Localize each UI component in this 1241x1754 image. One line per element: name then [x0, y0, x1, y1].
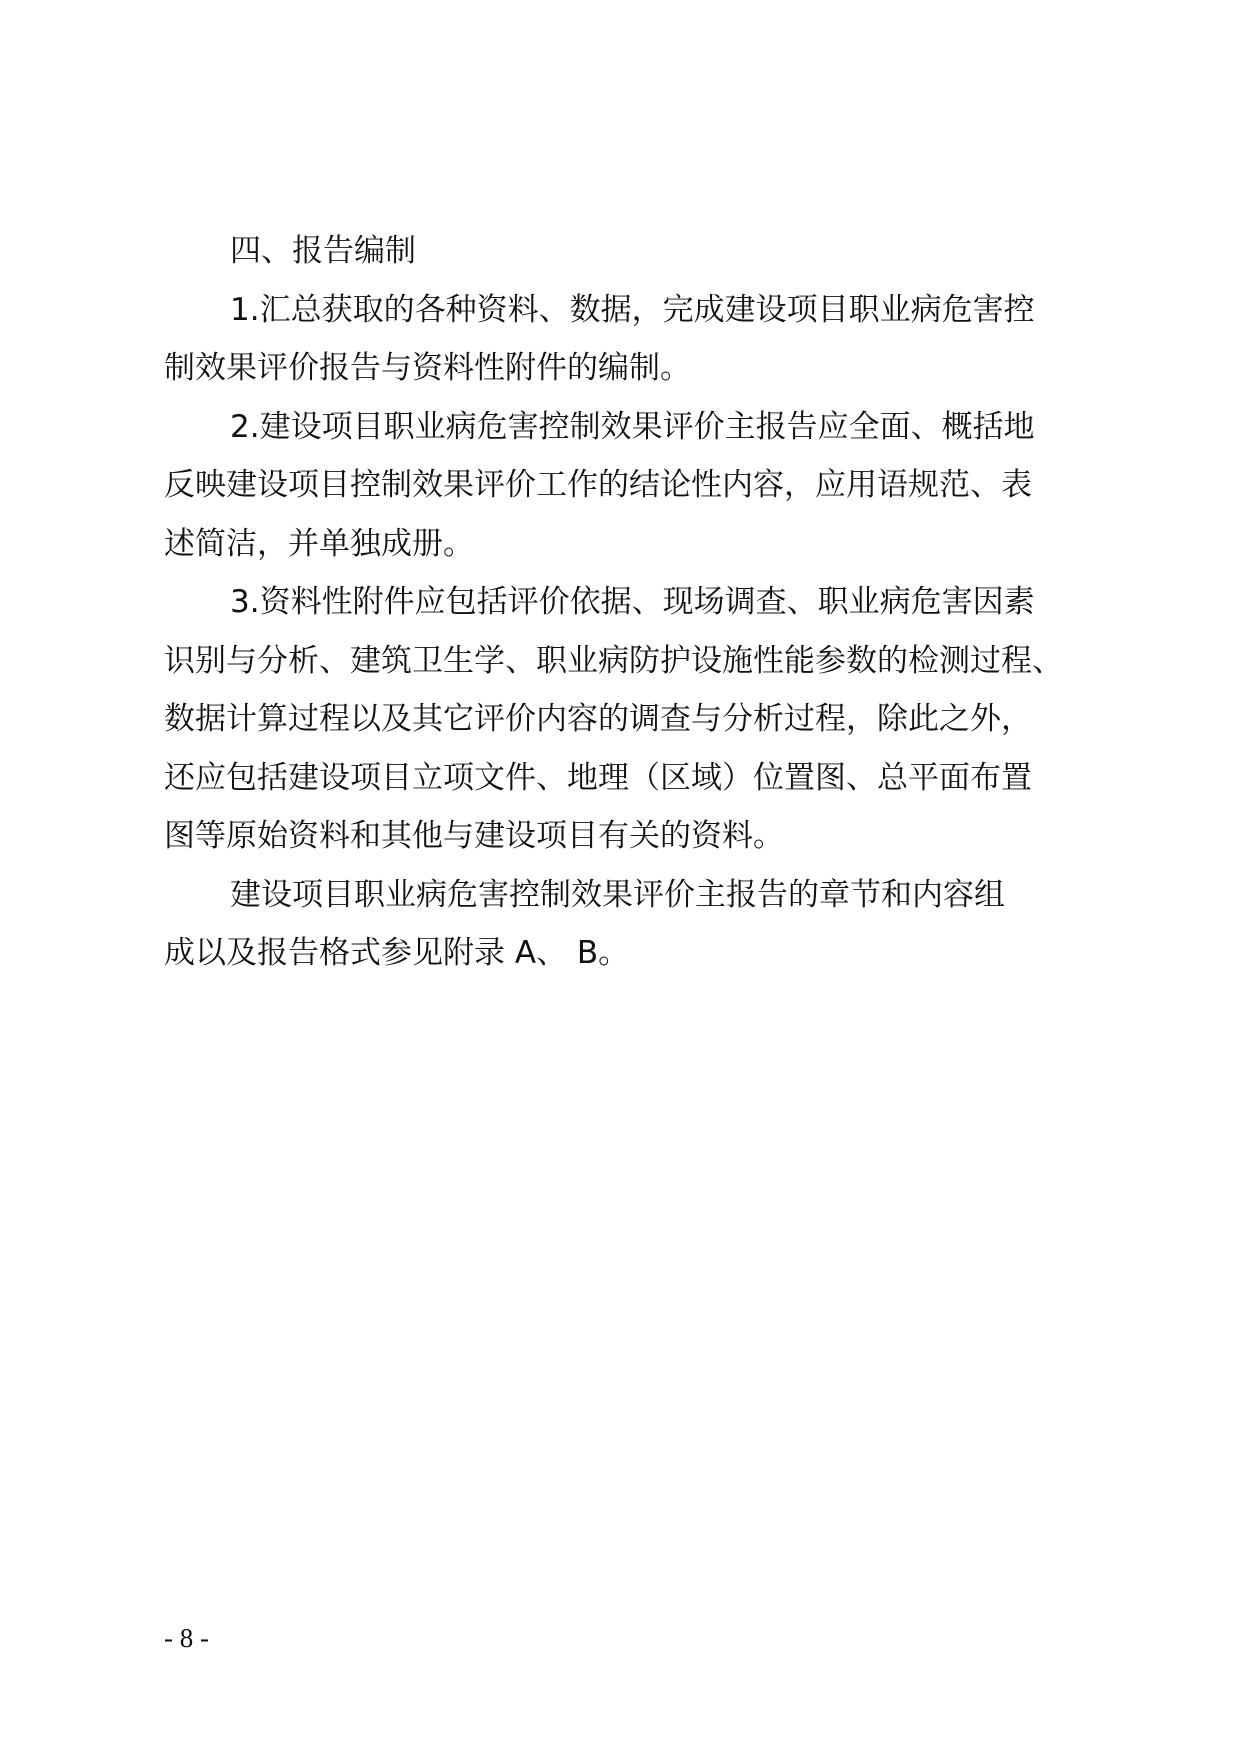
page-number: - 8 -: [164, 1623, 209, 1653]
paragraph-line: 2.建设项目职业病危害控制效果评价主报告应全面、概括地: [230, 408, 1035, 445]
paragraph-line: 识别与分析、建筑卫生学、职业病防护设施性能参数的检测过程、: [164, 642, 1063, 679]
paragraph-line: 还应包括建设项目立项文件、地理（区域）位置图、总平面布置: [164, 759, 1032, 796]
paragraph-line: 成以及报告格式参见附录 A、 B。: [164, 935, 630, 971]
document-body: [164, 222, 1094, 983]
paragraph-line: 述简洁，并单独成册。: [164, 525, 474, 562]
paragraph-line: 图等原始资料和其他与建设项目有关的资料。: [164, 818, 784, 854]
paragraph-line: 制效果评价报告与资料性附件的编制。: [164, 350, 691, 386]
section-heading: 四、报告编制: [230, 233, 416, 269]
paragraph-line: 3.资料性附件应包括评价依据、现场调查、职业病危害因素: [230, 584, 1035, 620]
paragraph-line: 1.汇总获取的各种资料、数据，完成建设项目职业病危害控: [230, 291, 1035, 328]
paragraph-line: 数据计算过程以及其它评价内容的调查与分析过程，除此之外，: [164, 701, 1032, 737]
paragraph-line: 建设项目职业病危害控制效果评价主报告的章节和内容组: [230, 876, 1005, 913]
paragraph-line: 反映建设项目控制效果评价工作的结论性内容，应用语规范、表: [164, 467, 1032, 503]
